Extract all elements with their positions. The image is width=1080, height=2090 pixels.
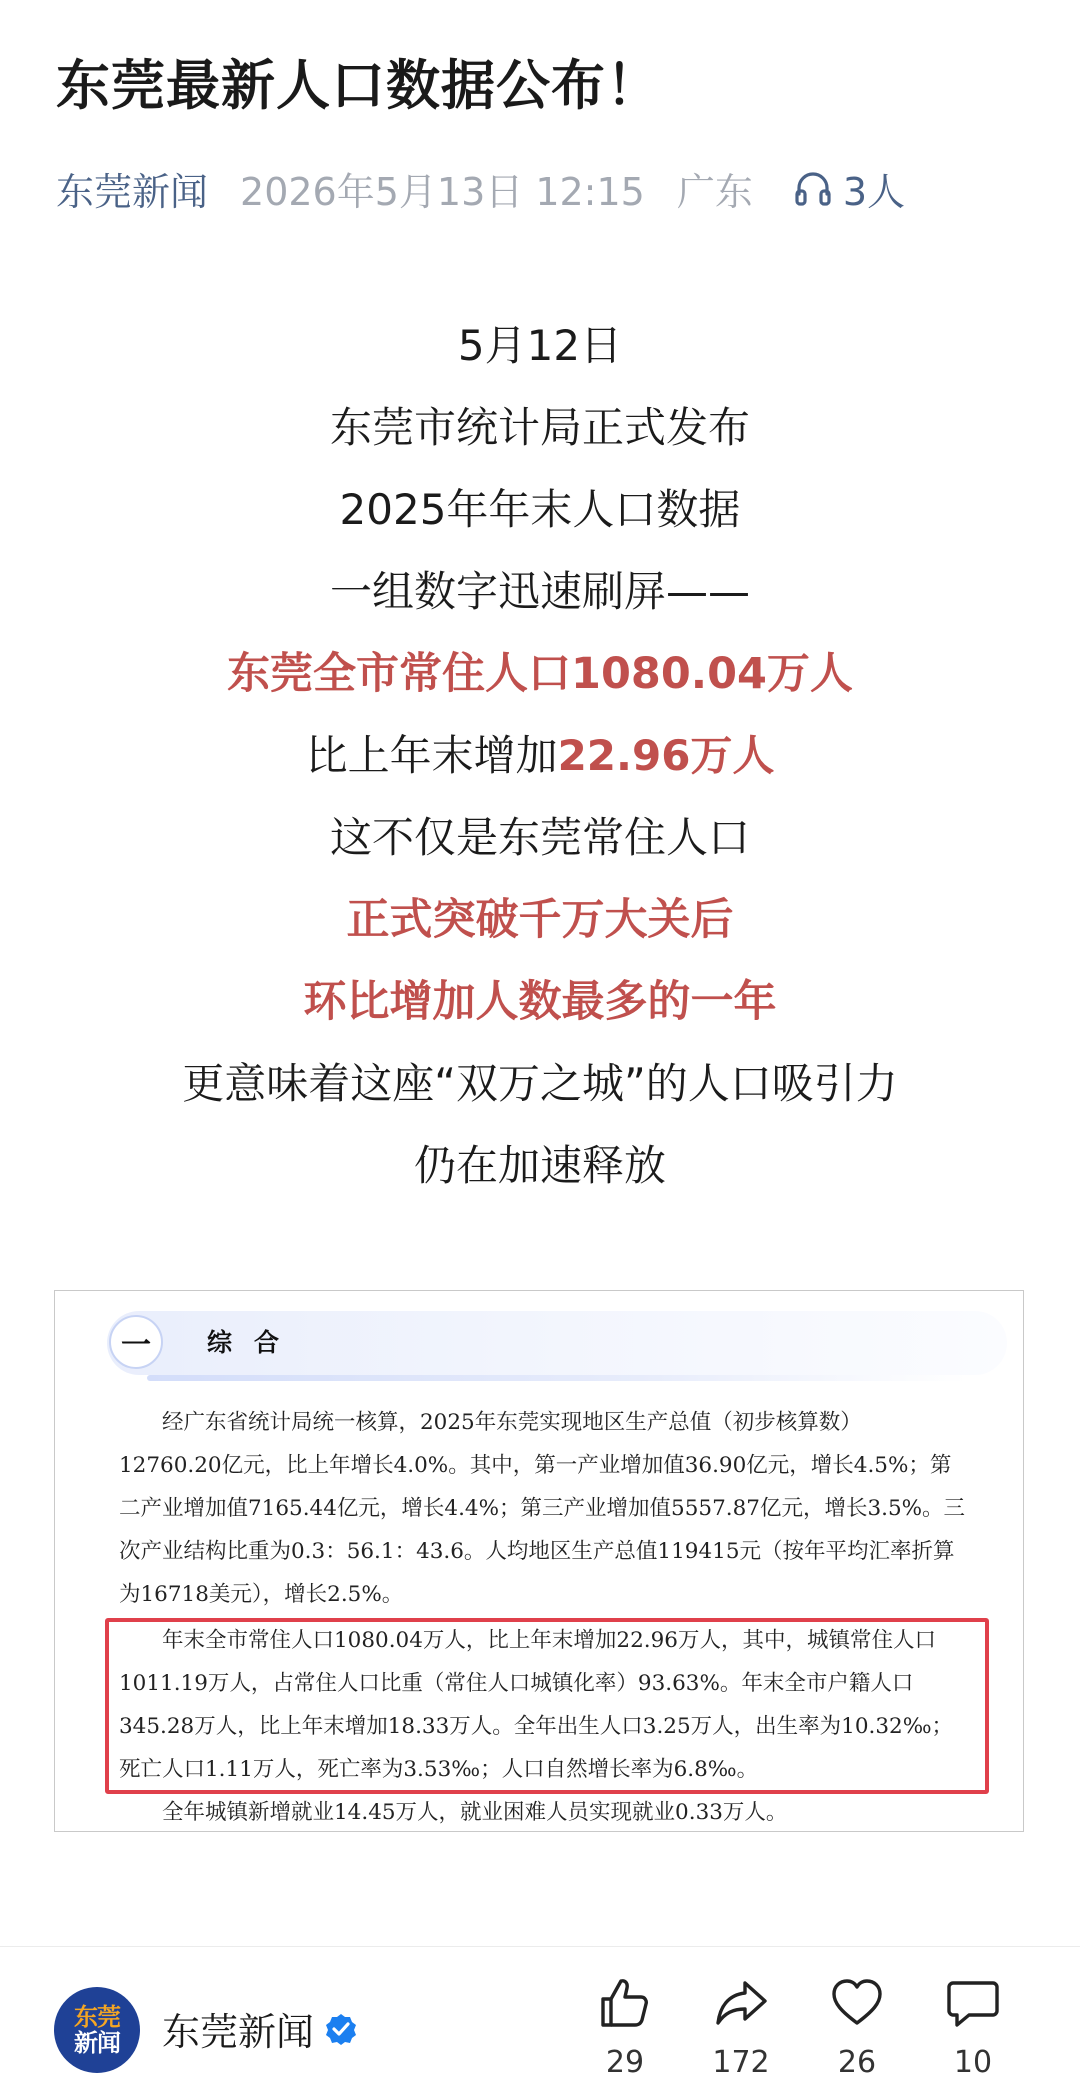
favorite-button[interactable] — [812, 1975, 902, 2080]
account-name-text: 东莞新闻 — [162, 2010, 315, 2054]
doc-line: 二产业增加值7165.44亿元，增长4.4%；第三产业增加值5557.87亿元，增长3.5%。三 — [119, 1496, 966, 1521]
doc-line: 年末全市常住人口1080.04万人，比上年末增加22.96万人，其中，城镇常住人口 — [162, 1628, 936, 1653]
heart-icon — [829, 1975, 885, 2031]
body-line-highlight: 正式突破千万大关后 — [346, 895, 734, 945]
avatar-text-bottom: 新闻 — [74, 2029, 120, 2057]
bottom-bar — [0, 1946, 1080, 2090]
body-line-text: 比上年末增加 — [305, 731, 558, 780]
comment-button[interactable] — [928, 1975, 1018, 2080]
body-line-date: 5月12日 — [457, 321, 623, 370]
article-title: 东莞最新人口数据公布！ — [56, 54, 661, 117]
doc-line: 345.28万人，比上年末增加18.33万人。全年出生人口3.25万人，出生率为10.32‰； — [119, 1714, 954, 1739]
comment-bubble-icon — [945, 1975, 1001, 2031]
share-count: 172 — [712, 2045, 770, 2080]
body-line-highlight-number: 22.96万人 — [557, 731, 775, 780]
body-line — [0, 715, 1080, 797]
comment-count: 10 — [953, 2045, 993, 2080]
section-header — [107, 1311, 1007, 1375]
publish-time: 2026年5月13日 12:15 — [240, 169, 645, 214]
doc-line: 为16718美元），增长2.5%。 — [119, 1582, 404, 1607]
publish-region: 广东 — [676, 169, 753, 214]
listener-count: 3人 — [842, 169, 906, 214]
account-avatar[interactable] — [54, 1987, 140, 2073]
avatar-text-top: 东莞 — [74, 2003, 120, 2031]
source-link[interactable]: 东莞新闻 — [56, 169, 209, 214]
doc-line: 死亡人口1.11万人，死亡率为3.53‰；人口自然增长率为6.8‰。 — [119, 1757, 759, 1782]
body-line: 2025年年末人口数据 — [339, 485, 741, 534]
doc-paragraph-gdp — [119, 1401, 987, 1616]
doc-paragraph-employment — [119, 1791, 987, 1832]
doc-line: 经广东省统计局统一核算，2025年东莞实现地区生产总值（初步核算数） — [162, 1410, 862, 1435]
document-screenshot[interactable] — [54, 1290, 1024, 1832]
body-line: 更意味着这座“双万之城”的人口吸引力 — [182, 1059, 898, 1108]
body-line: 一组数字迅速刷屏—— — [329, 567, 750, 616]
like-button[interactable] — [580, 1975, 670, 2080]
doc-line: 1011.19万人，占常住人口比重（常住人口城镇化率）93.63%。年末全市户籍人口 — [119, 1671, 914, 1696]
account-name[interactable] — [162, 2001, 358, 2056]
body-line: 这不仅是东莞常住人口 — [329, 813, 750, 862]
favorite-count: 26 — [837, 2045, 877, 2080]
section-number: 一 — [109, 1315, 163, 1369]
doc-line: 12760.20亿元，比上年增长4.0%。其中，第一产业增加值36.90亿元，增长4.5%；第 — [119, 1453, 952, 1478]
like-count: 29 — [605, 2045, 645, 2080]
share-arrow-icon — [713, 1975, 769, 2031]
body-line-highlight: 东莞全市常住人口1080.04万人 — [227, 649, 853, 699]
share-button[interactable] — [696, 1975, 786, 2080]
highlight-box — [105, 1618, 989, 1794]
article-body — [0, 305, 1080, 1207]
doc-line: 次产业结构比重为0.3：56.1：43.6。人均地区生产总值119415元（按年平均汇率折算 — [119, 1539, 955, 1564]
thumbs-up-icon — [597, 1975, 653, 2031]
doc-line: 全年城镇新增就业14.45万人，就业困难人员实现就业0.33万人。 — [162, 1800, 788, 1825]
listen-button[interactable] — [793, 161, 905, 216]
verified-badge-icon — [324, 2012, 358, 2046]
body-line-highlight: 环比增加人数最多的一年 — [303, 977, 777, 1027]
body-line: 仍在加速释放 — [413, 1141, 666, 1190]
section-title: 综合 — [207, 1328, 302, 1357]
body-line: 东莞市统计局正式发布 — [329, 403, 750, 452]
article-meta — [56, 158, 905, 218]
headphones-icon — [793, 168, 833, 208]
